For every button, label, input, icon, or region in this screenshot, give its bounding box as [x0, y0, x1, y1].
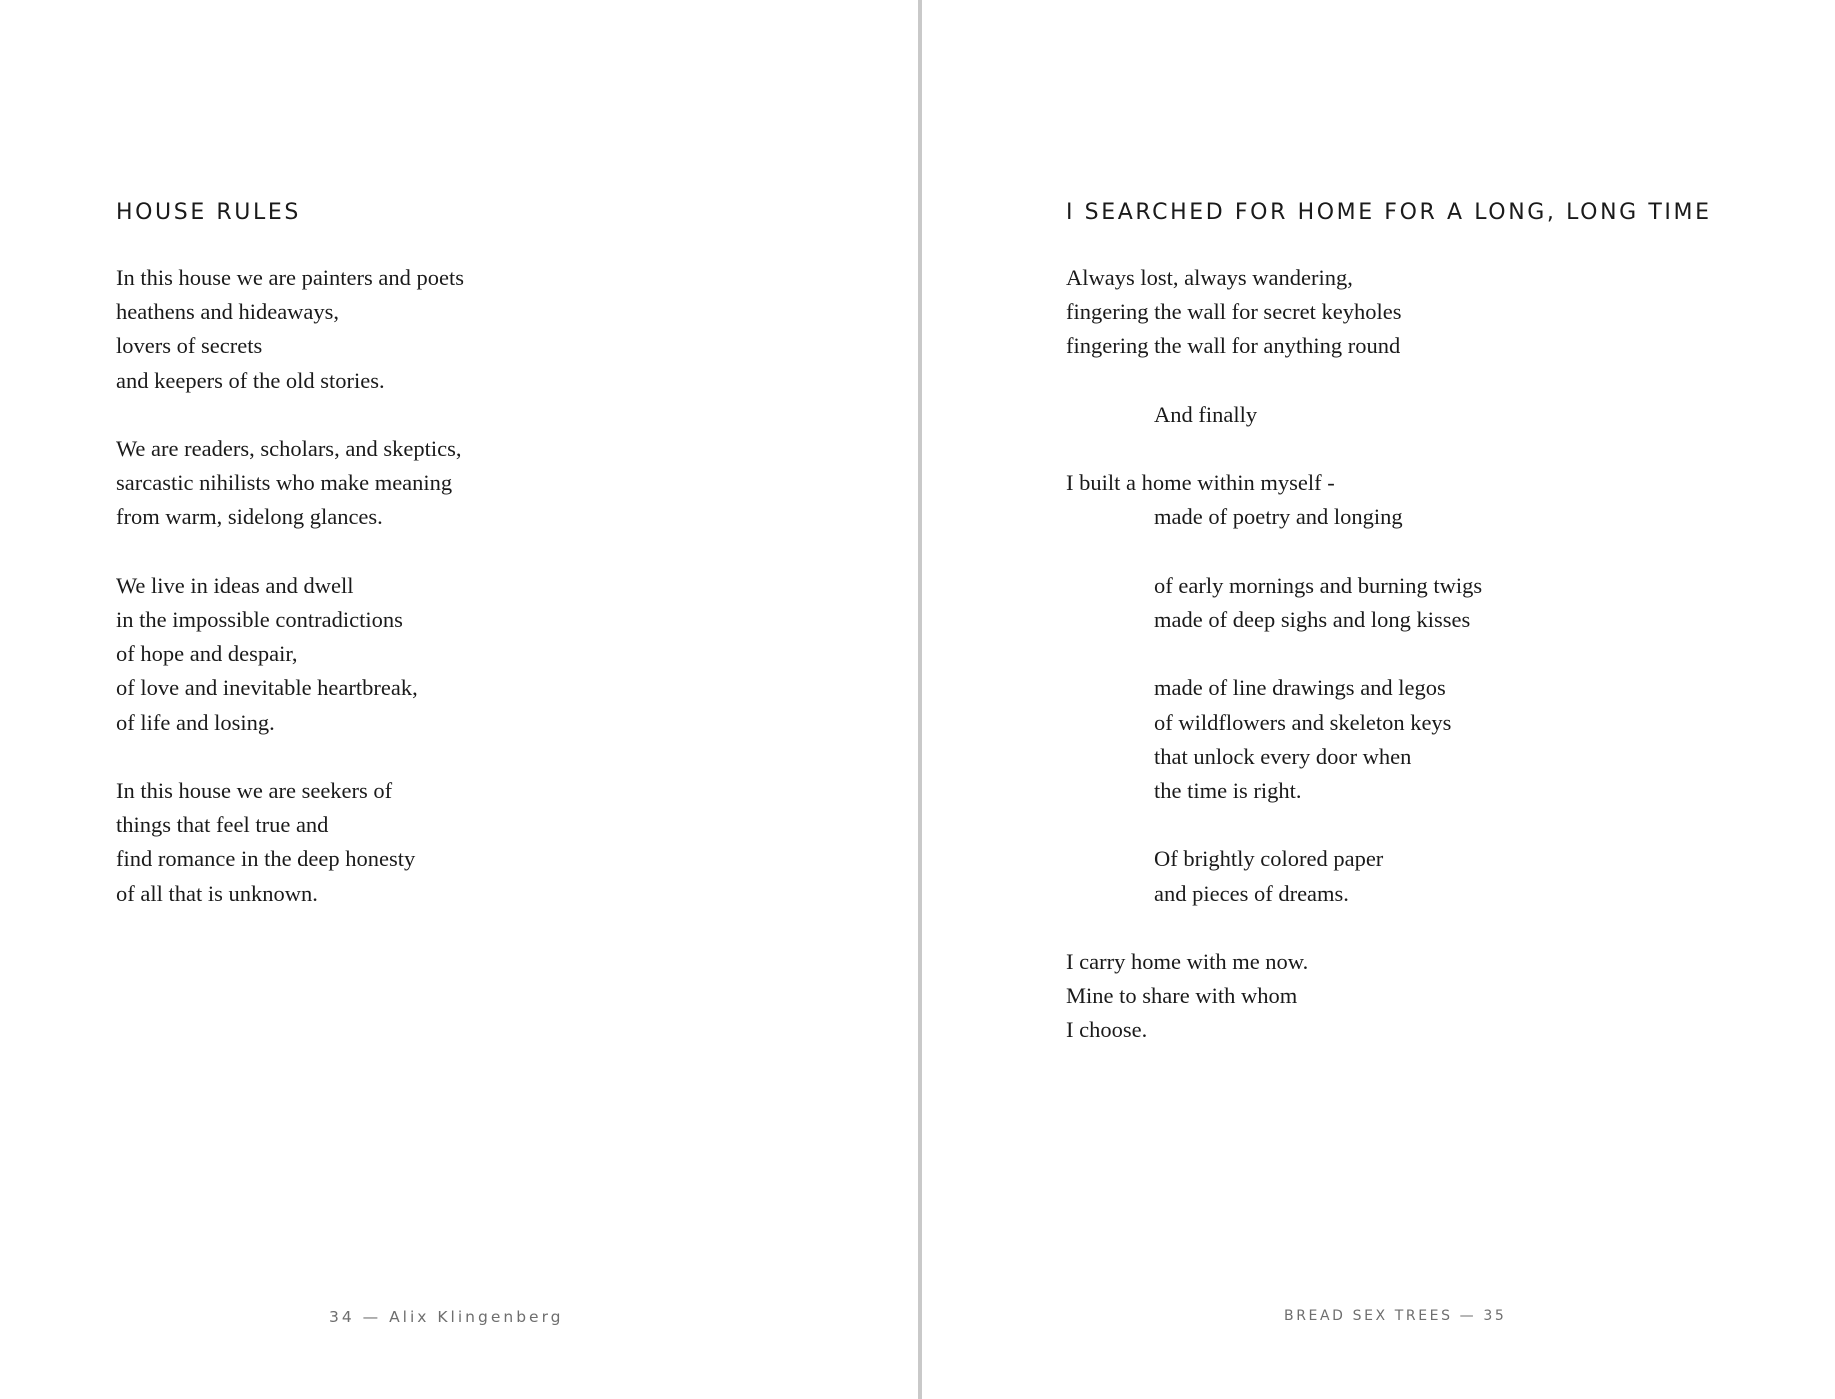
- stanza: [116, 261, 464, 398]
- poem-line: and pieces of dreams.: [1154, 880, 1349, 906]
- poem-line: made of line drawings and legos: [1154, 675, 1446, 701]
- poem-line: lovers of secrets: [116, 333, 263, 359]
- poem-title: HOUSE RULES: [116, 200, 301, 225]
- poem-line: of early mornings and burning twigs: [1154, 572, 1483, 598]
- stanza: [1066, 671, 1482, 808]
- poem-line: made of poetry and longing: [1154, 504, 1403, 530]
- poem-body: [1066, 261, 1482, 1048]
- poem-line: I choose.: [1066, 1017, 1148, 1043]
- poem-line: In this house we are painters and poets: [116, 265, 465, 290]
- poem-line: of all that is unknown.: [116, 880, 318, 906]
- poem-line: And finally: [1154, 401, 1258, 427]
- poem-line: from warm, sidelong glances.: [116, 504, 383, 530]
- poem-line: fingering the wall for secret keyholes: [1066, 299, 1402, 325]
- stanza: [1066, 569, 1482, 637]
- poem-line: Always lost, always wandering,: [1066, 265, 1353, 290]
- poem-line: that unlock every door when: [1154, 743, 1412, 769]
- stanza: [1066, 842, 1482, 910]
- stanza: [1066, 261, 1482, 364]
- poem-line: of life and losing.: [116, 709, 275, 735]
- poem-line: made of deep sighs and long kisses: [1154, 606, 1471, 632]
- poem-line: of love and inevitable heartbreak,: [116, 675, 418, 701]
- poem-line: We are readers, scholars, and skeptics,: [116, 436, 462, 461]
- poem-line: I carry home with me now.: [1066, 948, 1309, 974]
- stanza: [1066, 945, 1482, 1048]
- poem-line: I built a home within myself -: [1066, 470, 1335, 496]
- poem-line: and keepers of the old stories.: [116, 367, 385, 393]
- poem-line: find romance in the deep honesty: [116, 846, 416, 872]
- stanza: [116, 569, 464, 740]
- poem-line: We live in ideas and dwell: [116, 572, 354, 598]
- poem-line: sarcastic nihilists who make meaning: [116, 470, 453, 496]
- stanza: [116, 432, 464, 535]
- page-footer-right: BREAD SEX TREES — 35: [1284, 1308, 1507, 1324]
- poem-body: [116, 261, 464, 911]
- poem-title: I SEARCHED FOR HOME FOR A LONG, LONG TIME: [1066, 200, 1712, 225]
- stanza: [1066, 466, 1482, 534]
- stanza: [116, 774, 464, 911]
- poem-line: things that feel true and: [116, 812, 329, 838]
- poem-line: in the impossible contradictions: [116, 607, 403, 632]
- poem-line: In this house we are seekers of: [116, 778, 393, 803]
- poem-line: the time is right.: [1154, 777, 1302, 803]
- poem-line: of hope and despair,: [116, 641, 298, 667]
- poem-line: fingering the wall for anything round: [1066, 333, 1401, 359]
- poem-line: of wildflowers and skeleton keys: [1154, 709, 1452, 735]
- poem-line: Mine to share with whom: [1066, 983, 1298, 1009]
- poem-line: Of brightly colored paper: [1154, 846, 1384, 872]
- poem-line: heathens and hideaways,: [116, 299, 340, 325]
- stanza: [1066, 398, 1482, 432]
- page-footer-left: 34 — Alix Klingenberg: [329, 1308, 564, 1326]
